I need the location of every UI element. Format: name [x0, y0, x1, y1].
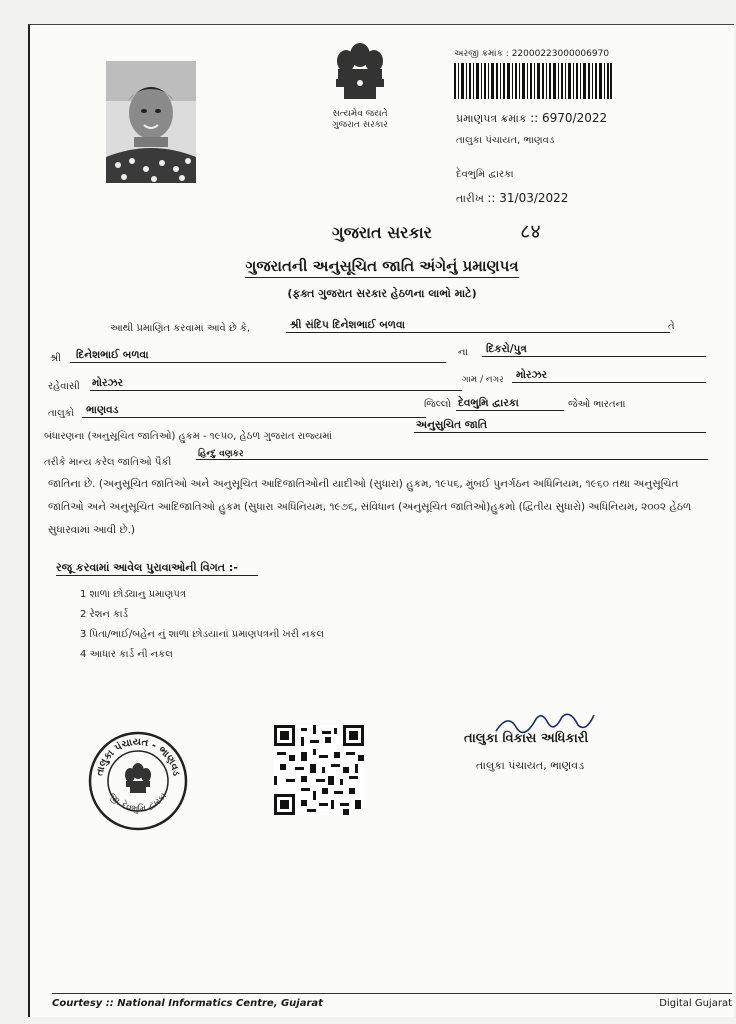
evidence-item: 4 આધાર કાર્ડ ની નકલ: [80, 649, 173, 660]
shri-text: શ્રી: [50, 353, 62, 364]
date-row: [456, 191, 568, 206]
recognized-text: તરીકે માન્ય કરેલ જાતિઓ પૈકી: [44, 457, 172, 468]
certificate-number-row: [456, 111, 607, 126]
village-value: મોરઝર: [512, 369, 706, 383]
date-label: તારીખ: [456, 192, 484, 205]
certificate-number-label: પ્રમાણપત્ર ક્રમાંક: [456, 112, 527, 125]
qr-code: [274, 725, 364, 815]
district-line: દેવભુમિ દ્વારકા: [456, 169, 514, 180]
certificate-subtitle: (ફક્ત ગુજરાત સરકાર હેઠળના લાભો માટે): [287, 287, 477, 300]
residence-label: રહેવાસી: [48, 381, 80, 392]
office-seal: [88, 731, 188, 831]
svg-text:જી. દેવભુમિ દ્વારકા: [107, 791, 170, 814]
seal-top-text: તાલુકા પંચાયત - ભાણવડ: [94, 736, 182, 778]
office-line: તાલુકા પંચાયત, ભાણવડ: [456, 135, 555, 146]
evidence-item: 2 રેશન કાર્ડ: [80, 609, 129, 620]
intro-text: આથી પ્રમાણિત કરવામાં આવે છે કે,: [110, 323, 251, 334]
officer-title: તાલુકા વિકાસ અધિકારી: [464, 731, 589, 746]
barcode: [454, 63, 612, 99]
taluka-label: તાલુકો: [48, 408, 75, 419]
residence-value: મોરઝર: [90, 377, 462, 391]
application-number: અરજી ક્રમાંક : 22000223000006970: [454, 49, 610, 59]
district-label: જિલ્લો: [424, 399, 451, 410]
seal-emblem-icon: [125, 763, 151, 793]
handwritten-mark: ८४: [520, 219, 541, 243]
emblem-gov-name: ગુજરાત સરકાર: [332, 120, 388, 130]
jeo-text: જેઓ ભારતના: [568, 399, 626, 410]
evidence-list: [80, 585, 324, 665]
evidence-item: 1 શાળા છોડ્યાનુ પ્રમાણપત્ર: [80, 589, 186, 600]
na-text: ના: [458, 347, 468, 358]
applicant-name: શ્રી સંદિપ દિનેશભાઈ બળવા: [286, 319, 670, 333]
officer-office: તાલુકા પંચાયત, ભાણવડ: [476, 759, 585, 772]
relation: દિકરો/પુત્ર: [482, 343, 706, 357]
footer: [52, 993, 732, 1009]
te-text: તે: [668, 321, 675, 332]
certificate-title-text: ગુજરાતની અનુસૂચિત જાતિ અંગેનું પ્રમાણપત્ર: [245, 257, 518, 278]
emblem-motto: સત્યમેવ જયતે: [332, 109, 388, 119]
evidence-heading: રજૂ કરવામાં આવેલ પુરાવાઓની વિગત :-: [56, 561, 258, 576]
caste-category: અનુસુચિત જાતિ: [414, 419, 706, 433]
certificate-page: [28, 24, 734, 1017]
father-name: દિનેશભાઈ બળવા: [70, 349, 446, 363]
applicant-photo: [106, 61, 196, 183]
date-value: :: 31/03/2022: [487, 191, 569, 205]
district-value: દેવભુમિ દ્વારકા: [456, 397, 564, 411]
taluka-value: ભાણવડ: [82, 404, 426, 418]
certificate-title: [30, 257, 734, 275]
constitution-text: બંધારણના (અનુસૂચિત જાતિઓ) હુકમ - ૧૯૫૦, હેઠળ ગુજરાત રાજ્યમાં: [44, 431, 332, 442]
footer-courtesy: Courtesy :: National Informatics Centre, Gujarat: [52, 998, 323, 1009]
legal-paragraph: જાતિના છે. (અનુસૂચિત જાતિઓ અને અનુસૂચિત આદિજાતિઓની યાદીઓ (સુધારા) હુકમ, ૧૯૫૬, મુંબઈ પુનર્ગઠન અધિનિયમ, ૧૯૬૦ તથા અનુસૂચિત જાતિઓ અને અનુસૂચિત આદિજાતિઓ હુકમ (સુધારા અધિનિયમ, ૧૯૭૬, સંવિધાન (અનુસૂચિત જાતિઓ)હુકમો (દ્વિતીય સુધારો) અધિનિયમ, ૨૦૦૨ હેઠળ સુધારવામાં આવી છે.): [48, 478, 692, 536]
seal-bottom-text: જી. દેવભુમિ દ્વારકા: [106, 791, 170, 815]
caste-value: હિન્દુ વણકર: [196, 449, 708, 460]
village-label: ગામ / નગર: [462, 375, 504, 385]
certificate-number-value: :: 6970/2022: [530, 111, 608, 125]
state-emblem: [320, 39, 400, 131]
ashoka-emblem-icon: [320, 39, 400, 105]
evidence-item: 3 પિતા/ભાઈ/બહેન નું શાળા છોડયાનાં પ્રમાણપત્રની ખરી નકલ: [80, 629, 325, 640]
footer-brand: Digital Gujarat: [659, 998, 732, 1009]
gov-title: ગુજરાત સરકાર: [332, 223, 432, 242]
